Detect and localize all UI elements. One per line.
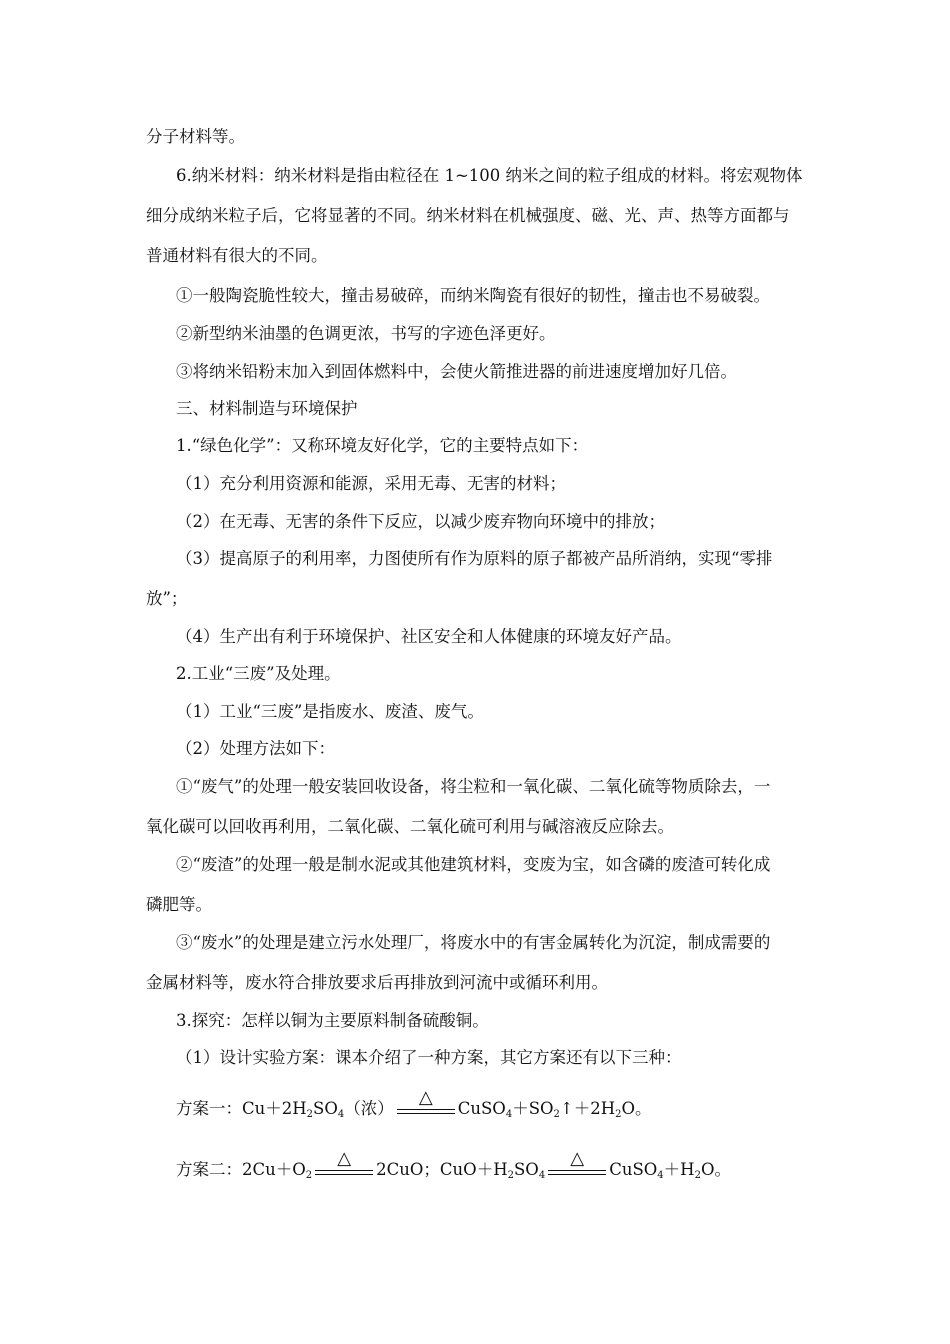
- section-heading: 三、材料制造与环境保护: [176, 399, 358, 418]
- heat-symbol: △: [570, 1148, 585, 1169]
- text-line: ①“废气”的处理一般安装回收设备，将尘粒和一氧化碳、二氧化硫等物质除去，一: [176, 777, 771, 796]
- text-line: 放”；: [146, 589, 188, 608]
- heating-condition-arrow: [395, 1087, 457, 1117]
- text-line: ③将纳米铅粉末加入到固体燃料中，会使火箭推进器的前进速度增加好几倍。: [176, 362, 737, 381]
- text-line: 分子材料等。: [146, 127, 245, 146]
- text-line: 普通材料有很大的不同。: [146, 246, 328, 265]
- heat-symbol: △: [337, 1148, 352, 1169]
- text-line: （1）设计实验方案：课本介绍了一种方案，其它方案还有以下三种：: [176, 1048, 682, 1067]
- text-line: ①一般陶瓷脆性较大，撞击易破碎，而纳米陶瓷有很好的韧性，撞击也不易破裂。: [176, 286, 770, 305]
- text-line: 细分成纳米粒子后，它将显著的不同。纳米材料在机械强度、磁、光、声、热等方面都与: [146, 206, 790, 225]
- text-line: （1）工业“三废”是指废水、废渣、废气。: [176, 702, 484, 721]
- text-line: 2.工业“三废”及处理。: [176, 664, 341, 683]
- text-line: 6.纳米材料：纳米材料是指由粒径在 1~100 纳米之间的粒子组成的材料。将宏观物体: [176, 166, 803, 185]
- text-line: 1.“绿色化学”：又称环境友好化学，它的主要特点如下：: [176, 436, 589, 455]
- text-line: 氧化碳可以回收再利用，二氧化碳、二氧化硫可利用与碱溶液反应除去。: [146, 817, 674, 836]
- heating-condition-arrow: [546, 1148, 608, 1178]
- text-line: ②新型纳米油墨的色调更浓，书写的字迹色泽更好。: [176, 324, 556, 343]
- text-line: （3）提高原子的利用率，力图使所有作为原料的原子都被产品所消纳，实现“零排: [176, 549, 773, 568]
- heating-condition-arrow: [313, 1148, 375, 1178]
- text-line: （2）在无毒、无害的条件下反应，以减少废弃物向环境中的排放；: [176, 512, 665, 531]
- text-line: 3.探究：怎样以铜为主要原料制备硫酸铜。: [176, 1011, 489, 1030]
- heat-symbol: △: [418, 1087, 433, 1108]
- text-line: （1）充分利用资源和能源，采用无毒、无害的材料；: [176, 474, 566, 493]
- scheme-two-equation: 方案二：$2Cu+O_2$ △ 2CuO；$CuO+H_2SO_4$ △ $CuSO_4+H_2O$。: [176, 1148, 731, 1181]
- scheme-one-equation: 方案一：$Cu+2H_2SO_4$（浓） △ $CuSO_4+SO_2↑+2H_2O$。: [176, 1087, 652, 1120]
- text-line: （2）处理方法如下：: [176, 739, 335, 758]
- text-line: ③“废水”的处理是建立污水处理厂，将废水中的有害金属转化为沉淀，制成需要的: [176, 933, 771, 952]
- text-line: （4）生产出有利于环境保护、社区安全和人体健康的环境友好产品。: [176, 627, 682, 646]
- text-line: 磷肥等。: [146, 895, 212, 914]
- text-line: 金属材料等，废水符合排放要求后再排放到河流中或循环利用。: [146, 973, 608, 992]
- text-line: ②“废渣”的处理一般是制水泥或其他建筑材料，变废为宝，如含磷的废渣可转化成: [176, 855, 771, 874]
